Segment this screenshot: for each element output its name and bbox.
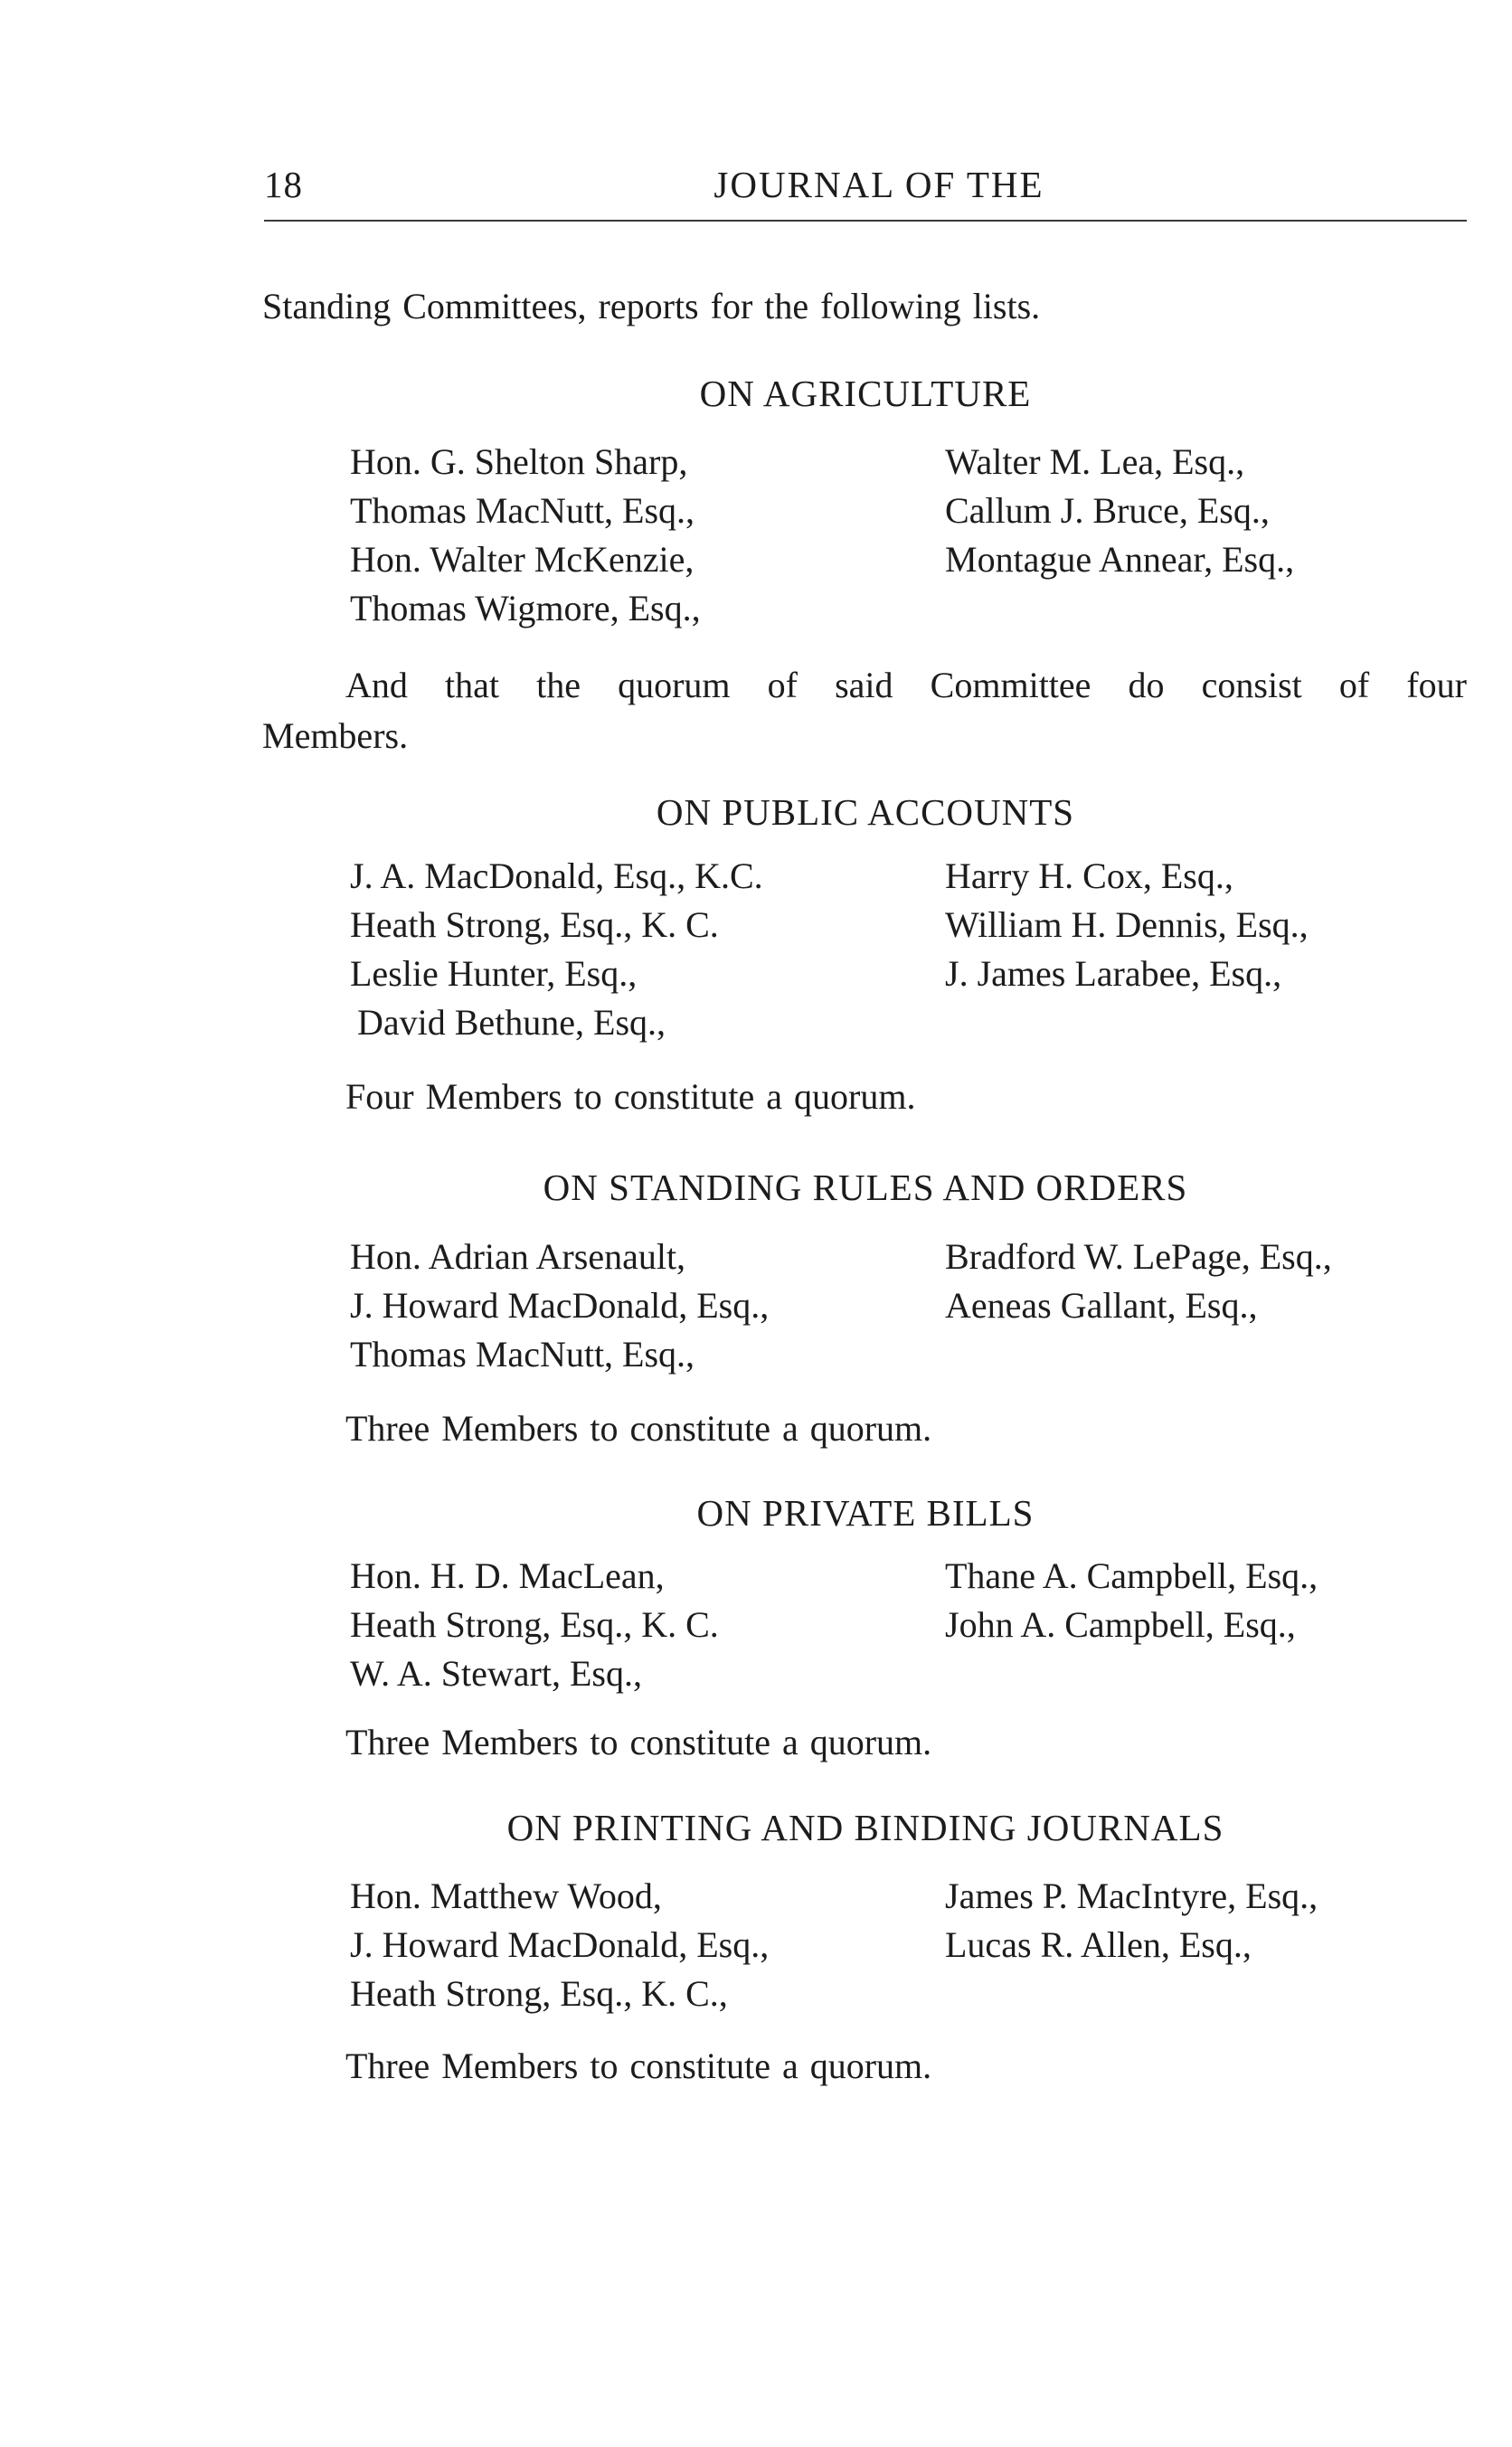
member-name: David Bethune, Esq., bbox=[357, 1002, 666, 1043]
quorum-note: Three Members to constitute a quorum. bbox=[345, 2045, 932, 2086]
member-list-left bbox=[350, 1552, 719, 1698]
member-list-left bbox=[350, 1872, 769, 2018]
member-name: Montague Annear, Esq., bbox=[945, 539, 1295, 580]
member-list-left bbox=[350, 438, 701, 633]
quorum-note-line: And that the quorum of said Committee do consist of four bbox=[345, 665, 1467, 705]
member-name: Hon. Matthew Wood, bbox=[350, 1875, 662, 1916]
member-name: James P. MacIntyre, Esq., bbox=[945, 1875, 1318, 1916]
member-list-right bbox=[945, 852, 1309, 998]
member-name: J. Howard MacDonald, Esq., bbox=[350, 1285, 770, 1326]
header-rule bbox=[264, 220, 1467, 222]
quorum-note: Three Members to constitute a quorum. bbox=[345, 1722, 932, 1762]
member-list-right bbox=[945, 1872, 1318, 1970]
page-number: 18 bbox=[264, 164, 303, 205]
member-name: William H. Dennis, Esq., bbox=[945, 904, 1309, 945]
member-name: J. Howard MacDonald, Esq., bbox=[350, 1924, 770, 1965]
section-title-printing-binding: ON PRINTING AND BINDING JOURNALS bbox=[506, 1807, 1224, 1848]
page-header bbox=[264, 154, 1467, 217]
member-name: Lucas R. Allen, Esq., bbox=[945, 1924, 1252, 1965]
member-name: Leslie Hunter, Esq., bbox=[350, 953, 638, 994]
member-name: Heath Strong, Esq., K. C. bbox=[350, 904, 719, 945]
member-name: John A. Campbell, Esq., bbox=[945, 1604, 1296, 1645]
section-title-agriculture: ON AGRICULTURE bbox=[699, 373, 1032, 414]
member-name: Callum J. Bruce, Esq., bbox=[945, 490, 1270, 531]
member-name: Aeneas Gallant, Esq., bbox=[945, 1285, 1258, 1326]
quorum-note: Four Members to constitute a quorum. bbox=[345, 1076, 916, 1117]
quorum-note-line: Members. bbox=[262, 715, 409, 756]
member-name: W. A. Stewart, Esq., bbox=[350, 1653, 642, 1694]
member-name: Hon. Adrian Arsenault, bbox=[350, 1236, 686, 1277]
member-name: Bradford W. LePage, Esq., bbox=[945, 1236, 1332, 1277]
member-name: Heath Strong, Esq., K. C. bbox=[350, 1604, 719, 1645]
member-name: Walter M. Lea, Esq., bbox=[945, 441, 1245, 482]
member-list-right bbox=[945, 1233, 1332, 1330]
member-name: J. A. MacDonald, Esq., K.C. bbox=[350, 855, 763, 896]
member-name: Thomas MacNutt, Esq., bbox=[350, 490, 695, 531]
member-name: Hon. H. D. MacLean, bbox=[350, 1555, 665, 1596]
member-name: Heath Strong, Esq., K. C., bbox=[350, 1973, 728, 2014]
quorum-note: Three Members to constitute a quorum. bbox=[345, 1408, 932, 1449]
member-list-right bbox=[945, 1552, 1318, 1649]
member-name: Thomas Wigmore, Esq., bbox=[350, 588, 701, 628]
section-title-standing-rules: ON STANDING RULES AND ORDERS bbox=[543, 1167, 1188, 1208]
member-name: J. James Larabee, Esq., bbox=[945, 953, 1282, 994]
member-name: Hon. G. Shelton Sharp, bbox=[350, 441, 688, 482]
member-list-left bbox=[350, 1233, 769, 1379]
member-list-left bbox=[350, 852, 763, 1047]
intro-text: Standing Committees, reports for the following lists. bbox=[262, 286, 1041, 326]
section-title-public-accounts: ON PUBLIC ACCOUNTS bbox=[656, 791, 1075, 833]
member-name: Hon. Walter McKenzie, bbox=[350, 539, 695, 580]
member-name: Thane A. Campbell, Esq., bbox=[945, 1555, 1318, 1596]
section-title-private-bills: ON PRIVATE BILLS bbox=[696, 1492, 1035, 1534]
quorum-note bbox=[262, 660, 1467, 761]
running-head: JOURNAL OF THE bbox=[713, 164, 1044, 205]
member-name: Thomas MacNutt, Esq., bbox=[350, 1334, 695, 1375]
member-list-right bbox=[945, 438, 1294, 584]
member-name: Harry H. Cox, Esq., bbox=[945, 855, 1233, 896]
